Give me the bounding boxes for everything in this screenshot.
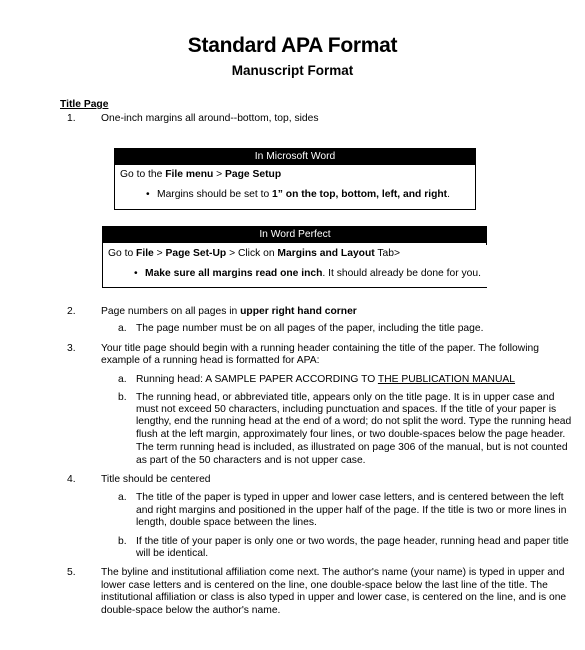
item-3a-text-2: THE PUBLICATION MANUAL xyxy=(377,374,516,385)
item-3a-text xyxy=(136,374,515,387)
wp-page-setup: Page Set-Up xyxy=(165,248,227,259)
item-2-text xyxy=(101,306,357,319)
word-perfect-box-header: In Word Perfect xyxy=(103,227,487,243)
item-3-line2: example of a running head is formatted for APA: xyxy=(101,355,320,366)
item-4b-line2: will be identical. xyxy=(136,548,209,559)
wp-line1-e: > Click on xyxy=(226,248,278,259)
wp-line1-g: Tab> xyxy=(374,248,400,259)
item-2a-text: The page number must be on all pages of the paper, including the title page. xyxy=(136,323,484,334)
document-subtitle: Manuscript Format xyxy=(231,63,354,78)
item-3b-line4: flush at the left margin, approximately four lines, or two double-spaces below the page header. xyxy=(136,429,566,440)
item-3-number: 3. xyxy=(67,343,76,354)
item-3-line1: Your title page should begin with a running header containing the title of the paper. The following xyxy=(101,343,539,354)
item-4b-label: b. xyxy=(118,536,127,547)
word-line2-c: . xyxy=(447,189,450,200)
item-3a-text-1: Running head: A SAMPLE PAPER ACCORDING TO xyxy=(136,374,378,385)
wp-margins-layout: Margins and Layout xyxy=(277,248,375,259)
item-3b-line6: as part of the 50 characters and is not upper case. xyxy=(136,455,366,466)
word-page-setup: Page Setup xyxy=(225,169,282,180)
item-4-number: 4. xyxy=(67,474,76,485)
microsoft-word-instruction xyxy=(120,169,281,182)
bullet-icon: • xyxy=(134,268,138,279)
word-perfect-margin-note xyxy=(145,268,481,281)
wp-line1-c: > xyxy=(153,248,166,259)
item-5-line1: The byline and institutional affiliation come next. The author's name (your name) is typed in upper and xyxy=(101,567,565,578)
word-line2-a: Margins should be set to xyxy=(157,189,273,200)
item-2-text-a: Page numbers on all pages in xyxy=(101,306,241,317)
microsoft-word-margin-note xyxy=(157,189,450,202)
wp-line1-a: Go to xyxy=(108,248,137,259)
item-5-number: 5. xyxy=(67,567,76,578)
item-5-line4: double-space below the author's name. xyxy=(101,605,281,616)
item-2a-label: a. xyxy=(118,323,127,334)
item-3b-line3: lengthy, end the running head at the end of a word; do not split the word. Type the running head xyxy=(136,416,572,427)
item-4a-line1: The title of the paper is typed in upper and lower case letters, and is centered between the left xyxy=(136,492,564,503)
word-perfect-instruction xyxy=(108,248,400,261)
wp-line2-b: . It should already be done for you. xyxy=(322,268,481,279)
section-heading-title-page: Title Page xyxy=(60,99,109,110)
document-title: Standard APA Format xyxy=(187,34,398,57)
word-file-menu: File menu xyxy=(165,169,214,180)
item-2-number: 2. xyxy=(67,306,76,317)
microsoft-word-box-header: In Microsoft Word xyxy=(115,149,475,165)
wp-line2-a: Make sure all margins read one inch xyxy=(145,268,323,279)
item-4-text: Title should be centered xyxy=(101,474,211,485)
item-3b-line2: must not exceed 50 characters, including punctuation and spaces. If the title of your paper is xyxy=(136,404,557,415)
item-3b-line5: The term running head is included, as illustrated on page 306 of the manual, but is not counted xyxy=(136,442,568,453)
item-4b-line1: If the title of your paper is only one or two words, the page header, running head and paper title xyxy=(136,536,569,547)
item-3a-label: a. xyxy=(118,374,127,385)
bullet-icon: • xyxy=(146,189,150,200)
item-3b-line1: The running head, or abbreviated title, appears only on the title page. It is in upper case and xyxy=(136,392,555,403)
item-1-text: One-inch margins all around--bottom, top, sides xyxy=(101,113,319,124)
item-1-number: 1. xyxy=(67,113,76,124)
item-5-line2: lower case letters and is centered on the line, one double-space below the last line of the title. The xyxy=(101,580,548,591)
item-4a-line3: length, double space between the lines. xyxy=(136,517,317,528)
word-line2-b: 1” on the top, bottom, left, and right xyxy=(272,189,448,200)
item-2-text-b: upper right hand corner xyxy=(240,306,357,317)
word-perfect-box xyxy=(102,226,487,288)
item-5-line3: institutional affiliation or class is also typed in upper and lower case, is centered on the line, and is one xyxy=(101,592,567,603)
word-line1-c: > xyxy=(213,169,226,180)
word-line1-a: Go to the xyxy=(120,169,166,180)
word-perfect-box-edge xyxy=(486,226,487,245)
item-4a-line2: and right margins and positioned in the upper half of the page. If the title is two or more lines in xyxy=(136,505,567,516)
item-3b-label: b. xyxy=(118,392,127,403)
item-4a-label: a. xyxy=(118,492,127,503)
wp-file: File xyxy=(136,248,154,259)
microsoft-word-box xyxy=(114,148,476,210)
